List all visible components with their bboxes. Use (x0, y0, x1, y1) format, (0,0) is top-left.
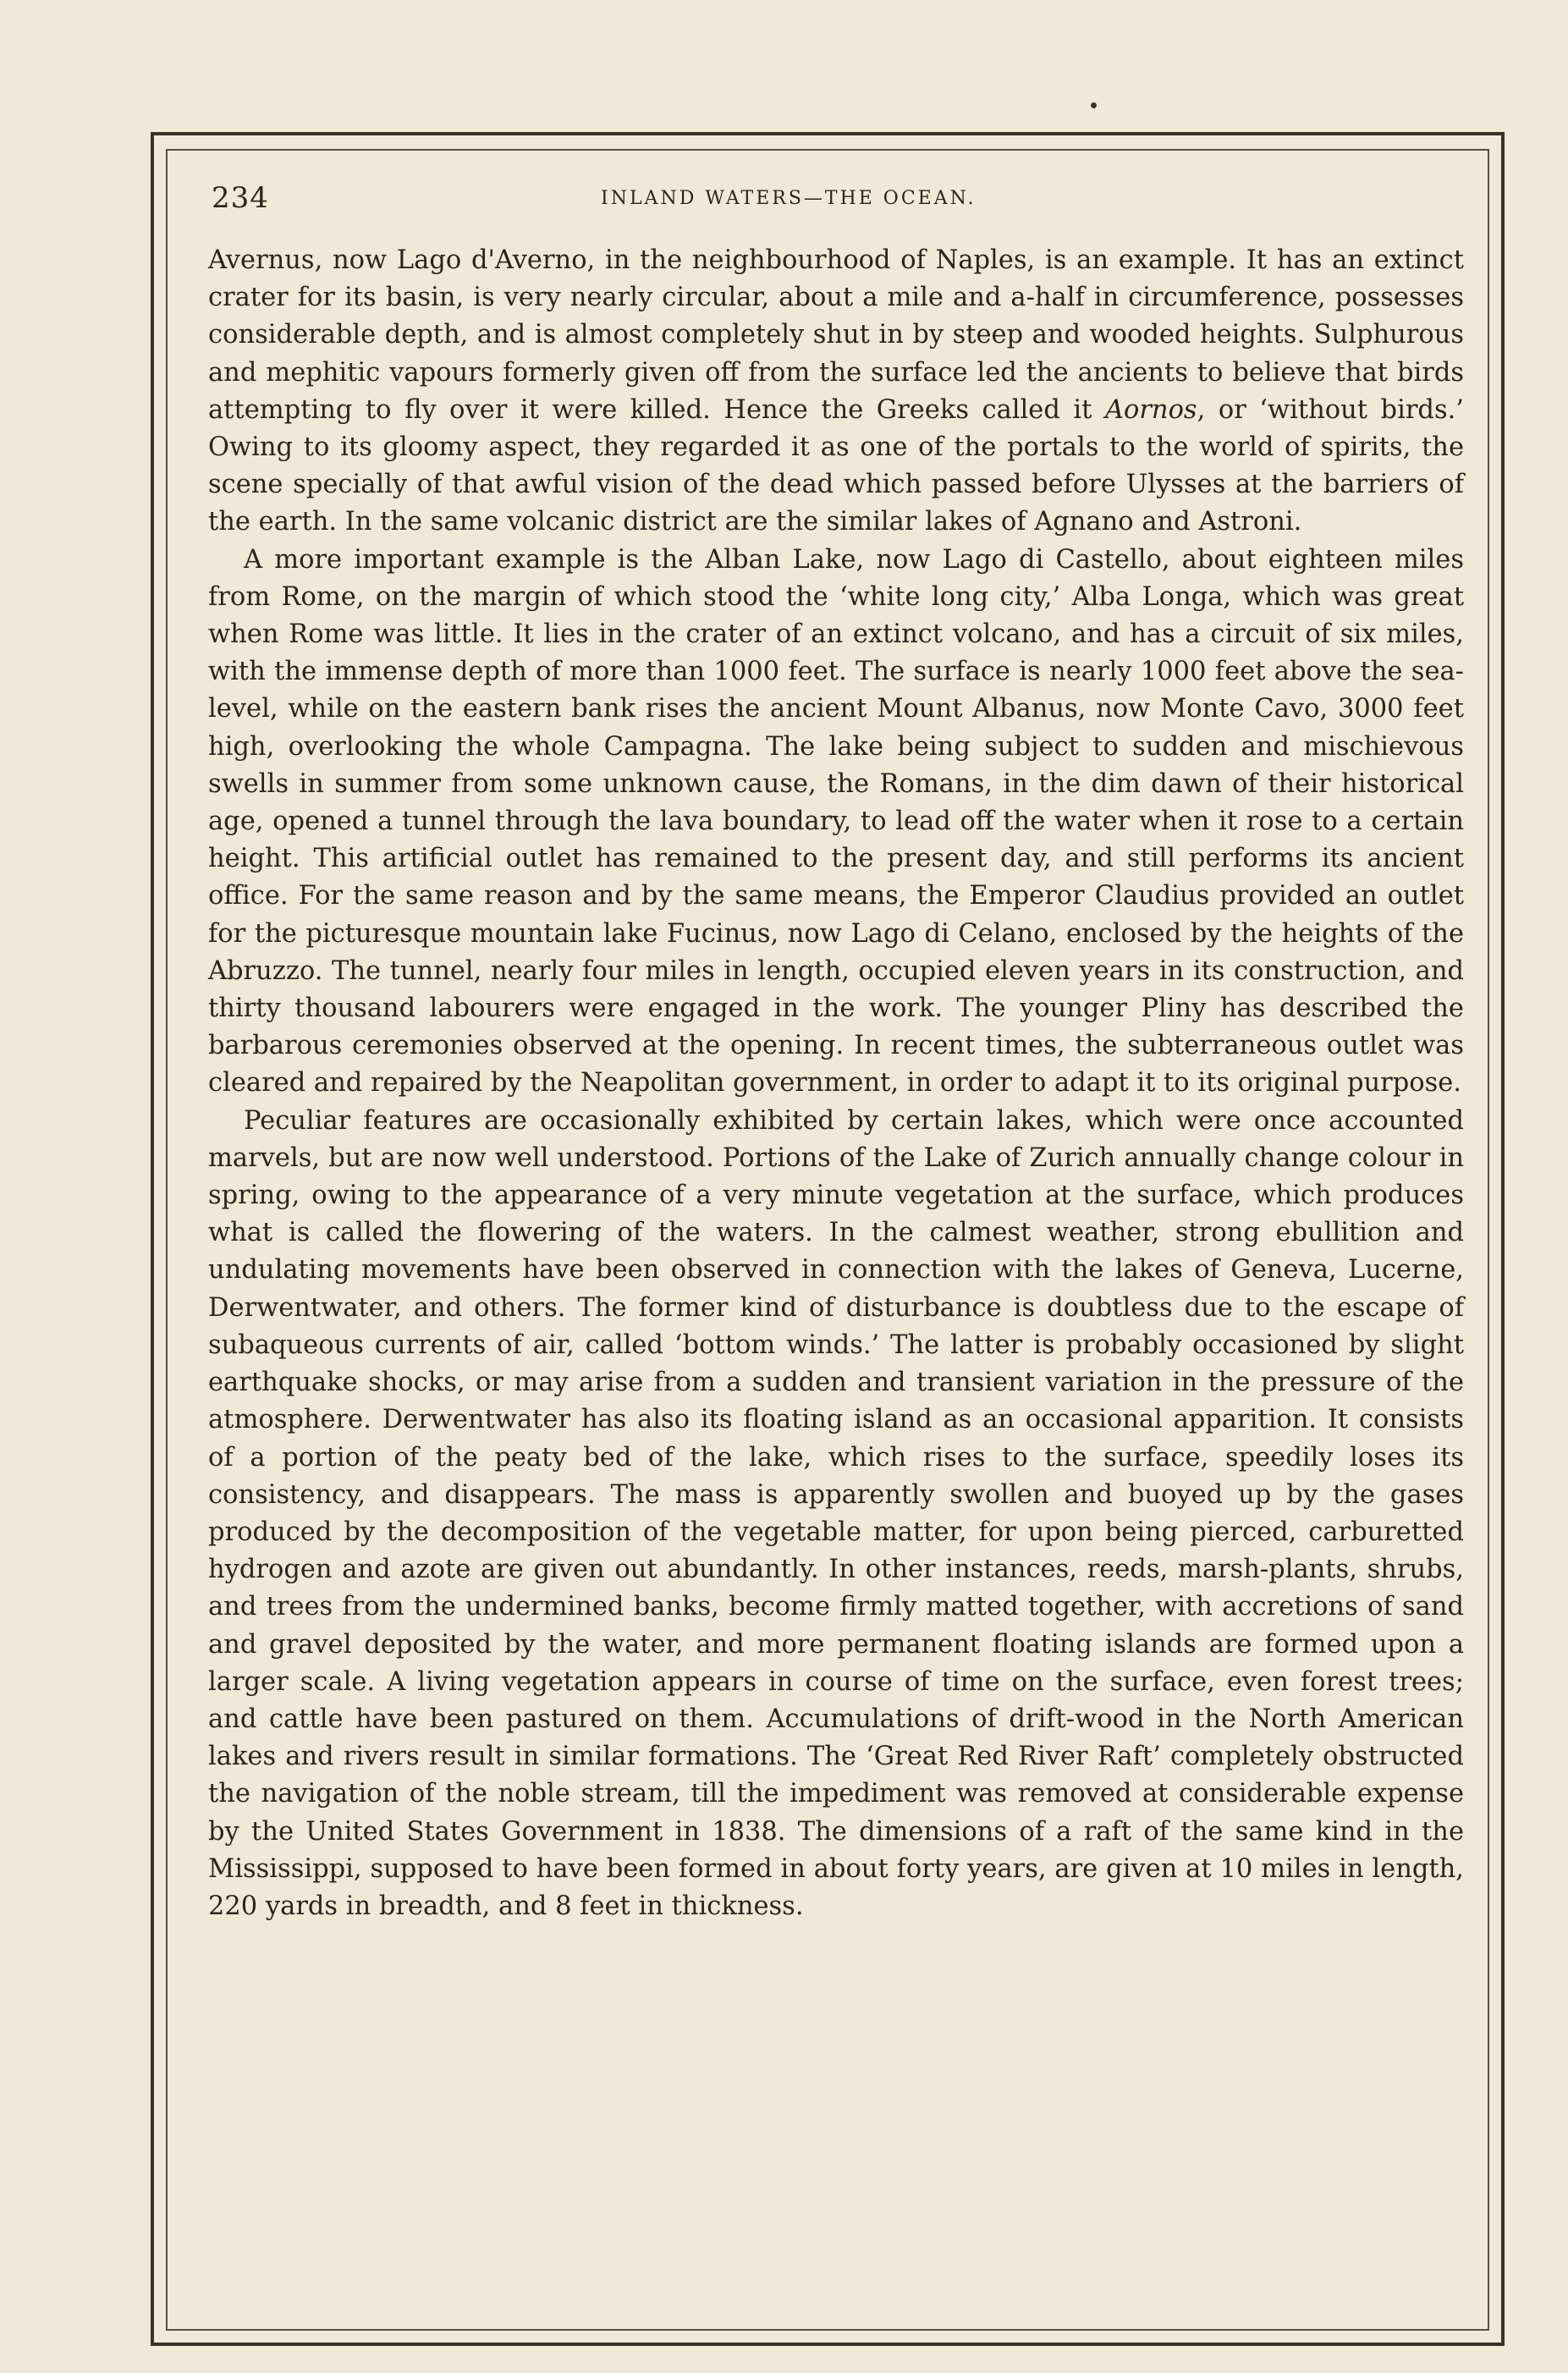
page-number: 234 (212, 181, 269, 215)
running-head (212, 181, 1481, 215)
italic-term: Aornos (1104, 394, 1197, 425)
running-title: INLAND WATERS—THE OCEAN. (601, 188, 977, 209)
paragraph-alban-lake: A more important example is the Alban Lake, now Lago di Castello, about eighteen miles from Rome, on the margin of which stood the ‘white long city,’ Alba Longa, which was great when Rome was little. It lies in the crater of an extinct volcano, and has a circuit of six miles, with the immense depth of more than 1000 feet. The surface is nearly 1000 feet above the sea-level, while on the eastern bank rises the ancient Mount Albanus, now Monte Cavo, 3000 feet high, overlooking the whole Campagna. The lake being subject to sudden and mischievous swells in summer from some unknown cause, the Romans, in the dim dawn of their historical age, opened a tunnel through the lava boundary, to lead off the water when it rose to a certain height. This artificial outlet has remained to the present day, and still performs its ancient office. For the same reason and by the same means, the Emperor Claudius provided an outlet for the picturesque mountain lake Fucinus, now Lago di Celano, enclosed by the heights of the Abruzzo. The tunnel, nearly four miles in length, occupied eleven years in its construction, and thirty thousand labourers were engaged in the work. The younger Pliny has described the barbarous ceremonies observed at the opening. In recent times, the subterraneous outlet was cleared and repaired by the Neapolitan government, in order to adapt it to its original purpose. (208, 544, 1464, 1098)
body-text (208, 242, 1464, 1925)
printer-mark-dot (1091, 102, 1097, 108)
paragraph-peculiar-features: Peculiar features are occasionally exhibited by certain lakes, which were once accounted marvels, but are now well understood. Portions of the Lake of Zurich annually change colour in spring, owing to the appearance of a very minute vegetation at the surface, which produces what is called the flowering of the waters. In the calmest weather, strong ebullition and undulating movements have been observed in connection with the lakes of Geneva, Lucerne, Derwentwater, and others. The former kind of disturbance is doubtless due to the escape of subaqueous currents of air, called ‘bottom winds.’ The latter is probably occasioned by slight earthquake shocks, or may arise from a sudden and transient variation in the pressure of the atmosphere. Derwentwater has also its floating island as an occasional apparition. It consists of a portion of the peaty bed of the lake, which rises to the surface, speedily loses its consistency, and disappears. The mass is apparently swollen and buoyed up by the gases produced by the decomposition of the vegetable matter, for upon being pierced, carburetted hydrogen and azote are given out abundantly. In other instances, reeds, marsh-plants, shrubs, and trees from the undermined banks, become firmly matted together, with accretions of sand and gravel deposited by the water, and more permanent floating islands are formed upon a larger scale. A living vegetation appears in course of time on the surface, even forest trees; and cattle have been pastured on them. Accumulations of drift-wood in the North American lakes and rivers result in similar formations. The ‘Great Red River Raft’ completely obstructed the navigation of the noble stream, till the impediment was removed at considerable expense by the United States Government in 1838. The dimensions of a raft of the same kind in the Mississippi, supposed to have been formed in about forty years, are given at 10 miles in length, 220 yards in breadth, and 8 feet in thickness. (208, 1105, 1464, 1921)
paragraph-text: Avernus, now Lago d'Averno, in the neighbourhood of Naples, is an example. It has an extinct crater for its basin, is very nearly circular, about a mile and a-half in circumference, possesses considerable depth, and is almost completely shut in by steep and wooded heights. Sulphurous and mephitic vapours formerly given off from the surface led the ancients to believe that birds attempting to fly over it were killed. Hence the Greeks called it (208, 245, 1464, 425)
paragraph-text: , or ‘without birds.’ Owing to its gloomy aspect, they regarded it as one of the portals to the world of spirits, the scene specially of that awful vision of the dead which passed before Ulysses at the barriers of the earth. In the same volcanic district are the similar lakes of Agnano and Astroni. (208, 394, 1464, 537)
paragraph-avernus (208, 242, 1464, 542)
